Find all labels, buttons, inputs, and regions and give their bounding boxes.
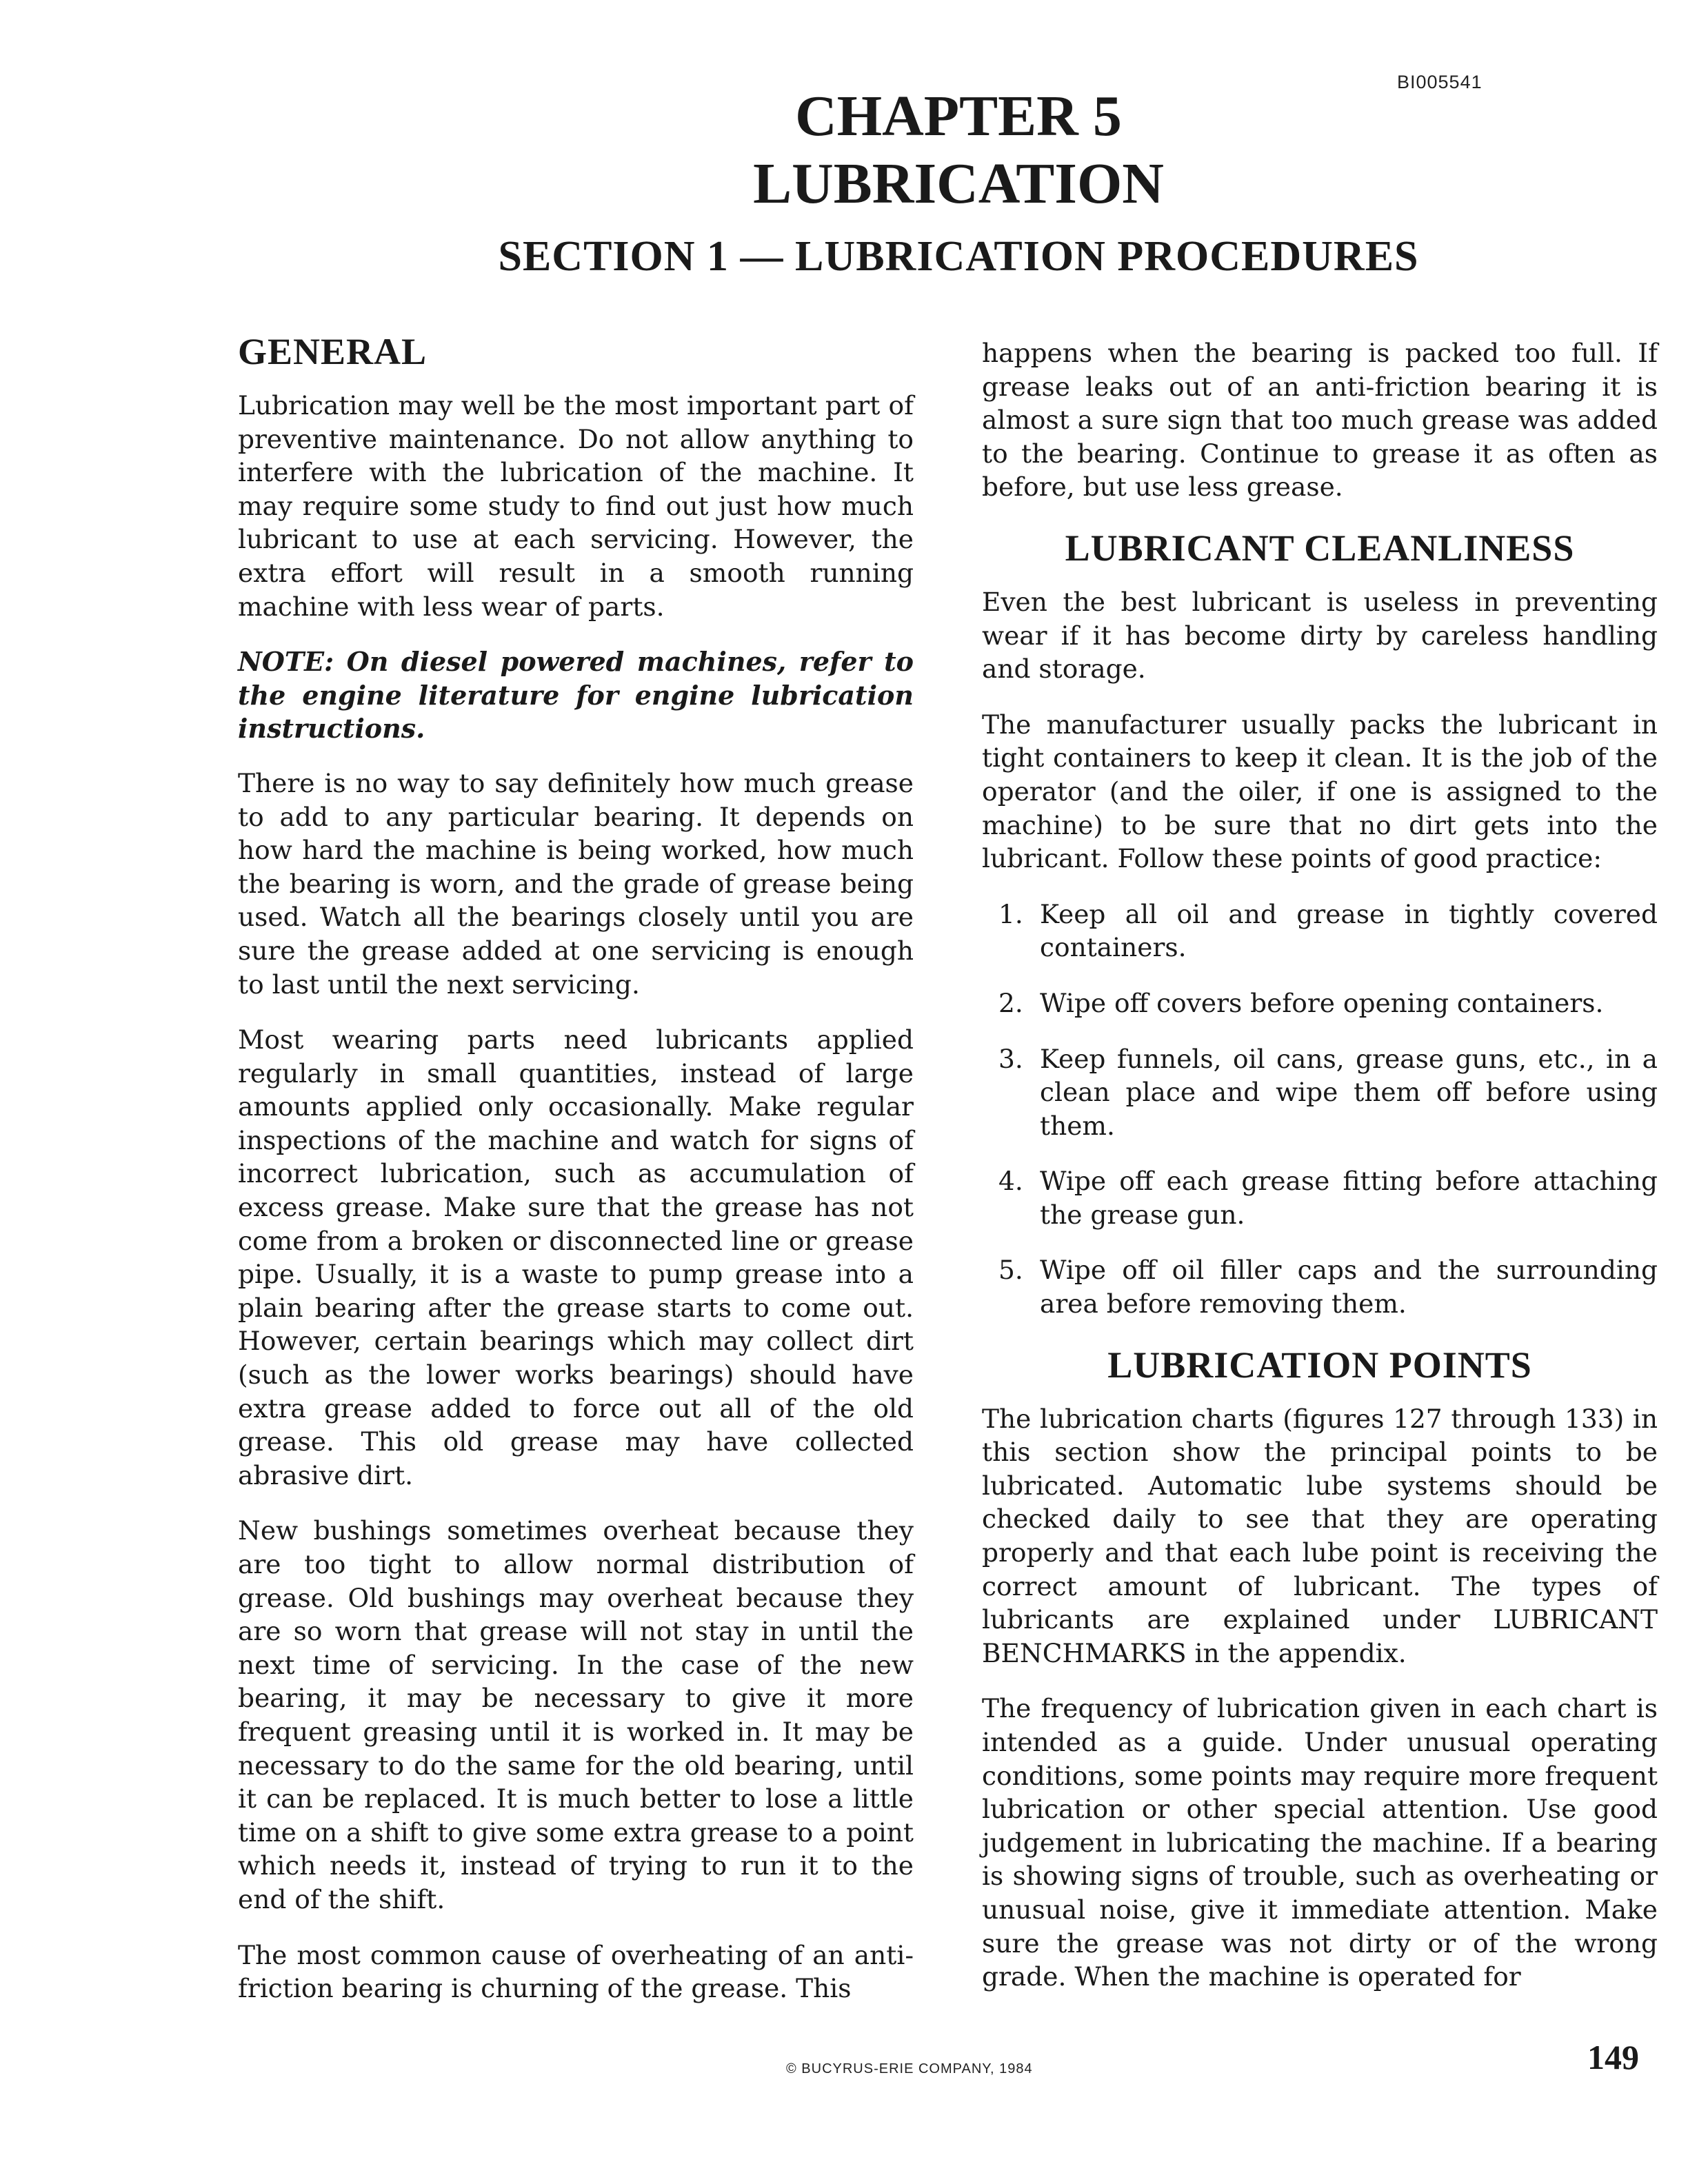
good-practice-list bbox=[982, 898, 1658, 1321]
lubricant-cleanliness-heading: LUBRICANT CLEANLINESS bbox=[1065, 527, 1575, 569]
section-title: SECTION 1 — LUBRICATION PROCEDURES bbox=[498, 233, 1419, 280]
chapter-number: CHAPTER 5 bbox=[795, 84, 1122, 148]
right-column bbox=[982, 336, 1658, 2016]
chapter-title bbox=[0, 83, 1688, 218]
list-item bbox=[982, 898, 1658, 964]
list-item-text: Keep funnels, oil cans, grease guns, etc., in a clean place and wipe them off before using them. bbox=[1040, 1043, 1658, 1141]
general-paragraph-5: The most common cause of overheating of an anti-friction bearing is churning of the grease. This bbox=[238, 1939, 914, 2004]
list-item-number: 5. bbox=[998, 1255, 1023, 1286]
general-paragraph-1: Lubrication may well be the most important part of preventive maintenance. Do not allow anything to interfere with the lubrication of the machine. It may require some study to find out just how much lubricant to use at each servicing. However, the extra effort will result in a smooth running machine with less wear of parts. bbox=[238, 390, 914, 622]
page-number: 149 bbox=[1587, 2038, 1639, 2076]
list-item-number: 3. bbox=[998, 1043, 1023, 1074]
diesel-note: NOTE: On diesel powered machines, refer to the engine literature for engine lubrication instructions. bbox=[238, 646, 914, 745]
list-item-number: 1. bbox=[998, 898, 1023, 929]
general-paragraph-4: New bushings sometimes overheat because they are too tight to allow normal distribution of grease. Old bushings may overheat because they are so worn that grease will not stay in until the next time of servicing. In the case of the new bearing, it may be necessary to give it more frequent greasing until it is worked in. It may be necessary to do the same for the old bearing, until it can be replaced. It is much better to lose a little time on a shift to give some extra grease to a point which needs it, instead of trying to run it to the end of the shift. bbox=[238, 1515, 914, 1914]
list-item-text: Wipe off oil filler caps and the surrounding area before removing them. bbox=[1040, 1255, 1658, 1320]
cleanliness-paragraph-1: Even the best lubricant is useless in preventing wear if it has become dirty by careless handling and storage. bbox=[982, 586, 1658, 685]
general-heading: GENERAL bbox=[238, 331, 428, 372]
general-paragraph-3: Most wearing parts need lubricants applied regularly in small quantities, instead of large amounts applied only occasionally. Make regular inspections of the machine and watch for signs of incorrect lubrication, such as accumulation of excess grease. Make sure that the grease has not come from a broken or disconnected line or grease pipe. Usually, it is a waste to pump grease into a plain bearing after the grease starts to come out. However, certain bearings which may collect dirt (such as the lower works bearings) should have extra grease added to force out all of the old grease. This old grease may have collected abrasive dirt. bbox=[238, 1024, 914, 1490]
list-item-number: 4. bbox=[998, 1166, 1023, 1197]
left-column bbox=[238, 330, 914, 2028]
list-item-text: Wipe off covers before opening containers. bbox=[1040, 987, 1604, 1018]
general-paragraph-2: There is no way to say definitely how much grease to add to any particular bearing. It depends on how hard the machine is being worked, how much the bearing is worn, and the grade of grease being used. Watch all the bearings closely until you are sure the grease added at one servicing is enough to last until the next servicing. bbox=[238, 767, 914, 1000]
lubrication-points-heading: LUBRICATION POINTS bbox=[1107, 1344, 1532, 1386]
points-paragraph-1: The lubrication charts (figures 127 through 133) in this section show the principal points to be lubricated. Automatic lube systems should be checked daily to see that they are operating properly and that each lube point is receiving the correct amount of lubricant. The types of lubricants are explained under LUBRICANT BENCHMARKS in the appendix. bbox=[982, 1403, 1658, 1668]
points-paragraph-2: The frequency of lubrication given in each chart is intended as a guide. Under unusual operating conditions, some points may require more frequent lubrication or other special attention. Use good judgement in lubricating the machine. If a bearing is showing signs of trouble, such as overheating or unusual noise, give it immediate attention. Make sure the grease was not dirty or of the wrong grade. When the machine is operated for bbox=[982, 1693, 1658, 1992]
chapter-name: LUBRICATION bbox=[753, 152, 1164, 216]
list-item bbox=[982, 1164, 1658, 1231]
list-item-number: 2. bbox=[998, 987, 1023, 1018]
document-id: BI005541 bbox=[1397, 72, 1483, 92]
list-item-text: Wipe off each grease fitting before attaching the grease gun. bbox=[1040, 1166, 1658, 1230]
list-item bbox=[982, 987, 1658, 1020]
cleanliness-paragraph-2: The manufacturer usually packs the lubricant in tight containers to keep it clean. It is the job of the operator (and the oiler, if one is assigned to the machine) to be sure that no dirt gets into the lubricant. Follow these points of good practice: bbox=[982, 709, 1658, 874]
list-item bbox=[982, 1042, 1658, 1143]
list-item-text: Keep all oil and grease in tightly covered containers. bbox=[1040, 898, 1658, 963]
list-item bbox=[982, 1253, 1658, 1320]
continued-paragraph: happens when the bearing is packed too full. If grease leaks out of an anti-friction bearing it is almost a sure sign that too much grease was added to the bearing. Continue to grease it as often as before, but use less grease. bbox=[982, 338, 1658, 503]
copyright-notice: © BUCYRUS-ERIE COMPANY, 1984 bbox=[786, 2061, 1033, 2076]
